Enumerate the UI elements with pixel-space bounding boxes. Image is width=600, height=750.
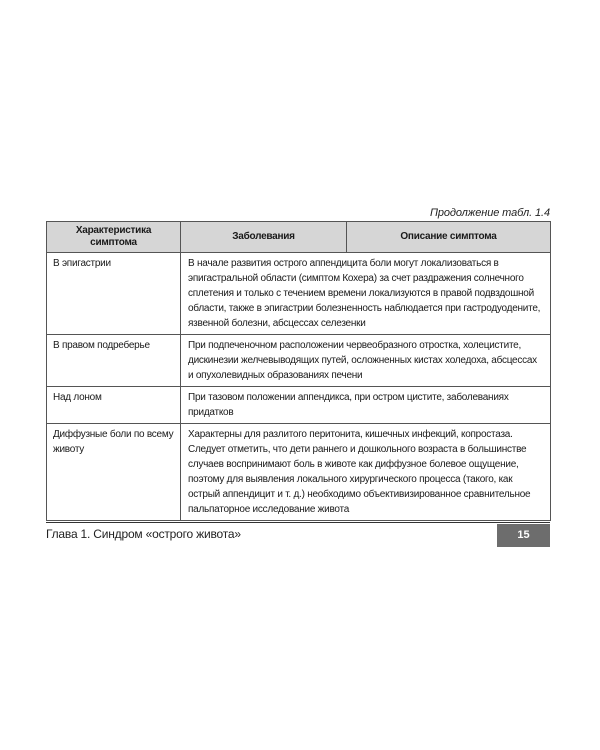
table-row — [47, 424, 551, 521]
table-caption: Продолжение табл. 1.4 — [429, 207, 550, 219]
table-row — [47, 253, 551, 335]
footer-divider — [46, 522, 550, 523]
symptom-table — [46, 221, 551, 521]
table-row — [47, 335, 551, 387]
page-number: 15 — [497, 524, 550, 547]
table-header-row — [47, 222, 551, 253]
description-cell: Характерны для разлитого перитонита, кишечных инфекций, копростаза. Следует отметить, что дети раннего и дошкольного возраста в большинстве случаев воспринимают боль в животе как диффузное болевое ощущение, поэтому для выявления локального хирургического процесса (такого, как острый аппендицит и т. д.) необходимо объективизированное сравнительное пальпаторное исследование живота — [181, 424, 551, 521]
symptom-cell: Диффузные боли по всему животу — [47, 424, 181, 521]
description-cell: При тазовом положении аппендикса, при остром цистите, заболеваниях придатков — [181, 387, 551, 424]
header-diseases: Заболевания — [181, 222, 347, 253]
symptom-cell: В эпигастрии — [47, 253, 181, 335]
symptom-cell: Над лоном — [47, 387, 181, 424]
description-cell: В начале развития острого аппендицита боли могут локализоваться в эпигастральной области (симптом Кохера) за счет раздражения солнечного сплетения и только с течением времени локализуются в правой подвздошной области, также в эпигастрии болезненность наблюдается при гастродуодените, язвенной болезни, абсцессах селезенки — [181, 253, 551, 335]
chapter-title: Глава 1. Синдром «острого живота» — [46, 527, 241, 541]
symptom-cell: В правом подреберье — [47, 335, 181, 387]
header-symptom-description: Описание симптома — [347, 222, 551, 253]
table-row — [47, 387, 551, 424]
description-cell: При подпеченочном расположении червеобразного отростка, холецистите, дискинезии желчевыводящих путей, осложненных кистах холедоха, абсцессах и опухолевидных образованиях печени — [181, 335, 551, 387]
header-symptom-characteristic: Характеристика симптома — [47, 222, 181, 253]
